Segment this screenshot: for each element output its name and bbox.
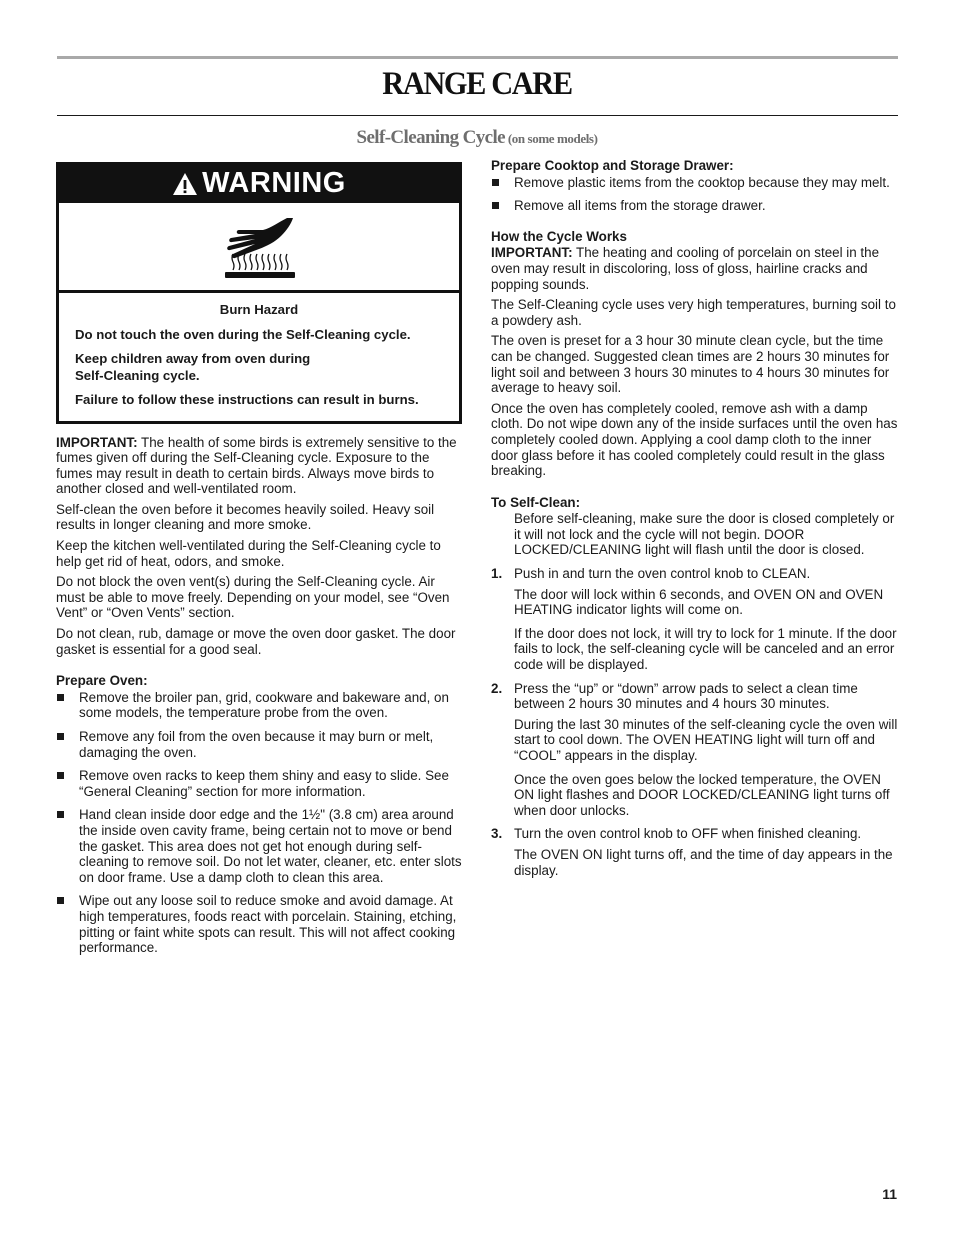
section-title-sub: (on some models) bbox=[505, 131, 598, 146]
list-item: Remove the broiler pan, grid, cookware and bakeware and, on some models, the temperature probe from the oven. bbox=[56, 690, 464, 721]
list-item: Remove all items from the storage drawer. bbox=[491, 198, 899, 214]
list-item: Remove any foil from the oven because it may burn or melt, damaging the oven. bbox=[56, 729, 464, 760]
paragraph-vents: Do not block the oven vent(s) during the Self-Cleaning cycle. Air must be able to move freely. Depending on your model, see “Oven Vent” or “Oven Vents” section. bbox=[56, 574, 450, 621]
burn-hazard-image bbox=[59, 203, 459, 293]
warning-label: WARNING bbox=[202, 167, 346, 200]
birds-important-paragraph: IMPORTANT: The health of some birds is extremely sensitive to the fumes given off during the Self-Cleaning cycle. Exposure to the fumes may result in death to certain birds. Always move birds to another closed and well-ventilated room. bbox=[56, 434, 457, 497]
selfclean-heading: To Self-Clean: bbox=[491, 494, 581, 510]
warning-triangle-icon bbox=[172, 172, 198, 196]
selfclean-intro: Before self-cleaning, make sure the door is closed completely or it will not lock and the cycle will not begin. DOOR LOCKED/CLEANING light will flash until the door is closed. bbox=[514, 511, 895, 558]
warning-hazard-title: Burn Hazard bbox=[219, 302, 299, 317]
step-2: 2. Press the “up” or “down” arrow pads to select a clean time between 2 hours 30 minutes and 4 hours 30 minutes. bbox=[491, 680, 858, 712]
cycle-paragraph-3: Once the oven has completely cooled, remove ash with a damp cloth. Do not wipe down any of the inside surfaces until the oven has completely cooled down. Applying a cool damp cloth to the inner door glass before it has cooled completely could result in the glass breaking. bbox=[491, 400, 898, 479]
right-column bbox=[491, 158, 899, 886]
left-column bbox=[56, 162, 464, 964]
paragraph-ventilation: Keep the kitchen well-ventilated during the Self-Cleaning cycle to help get rid of heat, odors, and smoke. bbox=[56, 538, 441, 569]
list-item: Wipe out any loose soil to reduce smoke and avoid damage. At high temperatures, foods react with porcelain. Staining, etching, pitting or faint white spots can result. This will not affect cooking performance. bbox=[56, 893, 464, 955]
step-2-detail-2: Once the oven goes below the locked temperature, the OVEN ON light flashes and DOOR LOCKED/CLEANING light turns off when door unlocks. bbox=[514, 771, 890, 818]
paragraph-gasket: Do not clean, rub, damage or move the oven door gasket. The door gasket is essential for a good seal. bbox=[56, 626, 456, 657]
list-item: Remove plastic items from the cooktop because they may melt. bbox=[491, 175, 899, 191]
list-item: Remove oven racks to keep them shiny and easy to slide. See “General Cleaning” section for more information. bbox=[56, 768, 464, 799]
warning-header bbox=[59, 165, 459, 203]
step-3-detail-1: The OVEN ON light turns off, and the time of day appears in the display. bbox=[514, 846, 893, 878]
page-number: 11 bbox=[882, 1186, 897, 1202]
step-3: 3. Turn the oven control knob to OFF when finished cleaning. bbox=[491, 826, 862, 842]
list-item: Hand clean inside door edge and the 1½" (3.8 cm) area around the inside oven cavity frame, being certain not to move or bend the gasket. This area does not get hot enough during self-cleaning to remove soil. Do not let water, cleaner, etc. enter slots on door frame. Use a damp cloth to clean this area. bbox=[56, 807, 464, 885]
top-rule bbox=[57, 56, 898, 59]
cycle-important-paragraph: IMPORTANT: The heating and cooling of porcelain on steel in the oven may result in discoloring, loss of gloss, hairline cracks and popping sounds. bbox=[491, 245, 880, 292]
warning-line-1: Do not touch the oven during the Self-Cleaning cycle. bbox=[75, 326, 411, 342]
cooktop-list bbox=[491, 175, 899, 214]
title-rule bbox=[57, 115, 898, 116]
hot-surface-hand-icon bbox=[217, 212, 301, 282]
warning-line-2: Keep children away from oven during Self-Cleaning cycle. bbox=[75, 351, 311, 383]
cooktop-heading: Prepare Cooktop and Storage Drawer: bbox=[491, 158, 734, 173]
step-1: 1. Push in and turn the oven control knob to CLEAN. bbox=[491, 566, 811, 582]
step-1-detail-1: The door will lock within 6 seconds, and OVEN ON and OVEN HEATING indicator lights will come on. bbox=[514, 586, 884, 618]
step-1-detail-2: If the door does not lock, it will try to lock for 1 minute. If the door fails to lock, the self-cleaning cycle will be canceled and an error code will be displayed. bbox=[514, 625, 897, 673]
section-title-main: Self-Cleaning Cycle bbox=[356, 127, 505, 148]
warning-line-3: Failure to follow these instructions can result in burns. bbox=[75, 392, 419, 407]
prepare-oven-heading: Prepare Oven: bbox=[56, 673, 148, 689]
page-title: RANGE CARE bbox=[382, 66, 572, 102]
step-2-detail-1: During the last 30 minutes of the self-cleaning cycle the oven will start to cool down. The OVEN HEATING light will turn off and “COOL” appears in the display. bbox=[514, 716, 898, 763]
cycle-heading: How the Cycle Works bbox=[491, 228, 627, 244]
warning-box bbox=[56, 162, 462, 424]
warning-text bbox=[59, 293, 459, 421]
cycle-paragraph-2: The oven is preset for a 3 hour 30 minute clean cycle, but the time can be changed. Suggested clean times are 2 hours 30 minutes for light soil and between 3 hours 30 minutes to 4 hours 30 minutes for average to heavy soil. bbox=[491, 333, 890, 396]
paragraph-heavy-soil: Self-clean the oven before it becomes heavily soiled. Heavy soil results in longer cleaning and more smoke. bbox=[56, 501, 435, 533]
section-title bbox=[0, 127, 954, 149]
prepare-oven-list bbox=[56, 690, 464, 956]
cycle-paragraph-1: The Self-Cleaning cycle uses very high temperatures, burning soil to a powdery ash. bbox=[491, 297, 896, 328]
